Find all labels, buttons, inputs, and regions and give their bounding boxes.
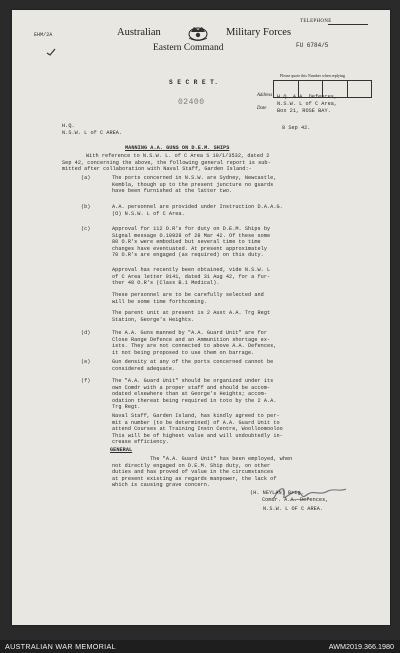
item-text-d: The A.A. Guns manned by "A.A. Guard Unit" are for Close Range Defence and an Ammunition shortage ex- ists. They are not connected to above A.A. Defences, it not being proposed to use them on barrage.: [112, 330, 277, 356]
pen-mark-icon: [46, 48, 56, 56]
address-line-2: N.S.W. L of C Area,: [277, 101, 338, 107]
intro-paragraph: With reference to N.S.W. L. of C Area S 10/1/3532, dated 2 Sep 42, concerning the above, the following general report is sub- mitted after collaboration with Naval Staff, Garden Island:-: [62, 153, 271, 173]
subject-heading: MANNING A.A. GUNS ON D.E.M. SHIPS: [125, 145, 230, 151]
footer-accession-number: AWM2019.366.1980: [328, 642, 394, 651]
org-name-left: Australian: [117, 27, 161, 38]
document-page: [12, 10, 390, 625]
stamp-number: 02400: [178, 98, 205, 107]
classification: S E C R E T.: [169, 79, 219, 86]
quote-instruction: Please quote this Number when replying: [280, 73, 345, 78]
address-label: Address: [257, 93, 273, 98]
footer-institution: AUSTRALIAN WAR MEMORIAL: [5, 642, 116, 651]
telephone-label: TELEPHONE: [300, 19, 332, 24]
signature-area: N.S.W. L OF C AREA.: [263, 506, 324, 512]
item-text-c: Approval for 112 O.R's for duty on D.E.M. Ships by Signal message O.10928 of 28 Mar 42. Of these some 80 O.R's were embodied but several time to time changes have eventuated. At present approximately 70 O.R's are engaged (as required) on this duty.: [112, 226, 271, 259]
item-marker-f: (f): [81, 378, 91, 384]
address-line-1: H.Q. A.A. Defences,: [277, 94, 338, 100]
signature-title: Comdr. A.A. Defences,: [262, 497, 329, 503]
item-text-e: Gun density at any of the ports concerned cannot be considered adequate.: [112, 359, 274, 372]
command-name: Eastern Command: [153, 43, 224, 53]
signature-name: (H. NEYLAN) Brig.: [250, 490, 304, 496]
archive-footer: [0, 640, 400, 653]
item-marker-c: (c): [81, 226, 91, 232]
letter-date: 8 Sep 42.: [282, 125, 311, 131]
recipient-line-1: H.Q.: [62, 123, 75, 129]
personnel-paragraph: These personnel are to be carefully selected and will be some time forthcoming.: [112, 292, 264, 305]
file-number: FU 6784/5: [296, 42, 329, 49]
telephone-line: [328, 24, 368, 25]
item-marker-e: (e): [81, 359, 91, 365]
crown-crest-icon: [184, 23, 212, 43]
item-text-f: The "A.A. Guard Unit" should be organized under its own Comdr with a proper staff and should be accom- odated elsewhere than at George's Heights; accom- odation thereat being required in toto by the 2 A.A. Trg Regt.: [112, 378, 277, 411]
approval-paragraph: Approval has recently been obtained, vide N.S.W. L of C Area letter 9141, dated 31 Aug 42, for a fur- ther 48 O.R's (Class B.1 Medical).: [112, 267, 271, 287]
item-marker-a: (a): [81, 175, 91, 181]
recipient-line-2: N.S.W. L of C AREA.: [62, 130, 123, 136]
parent-unit-paragraph: The parent unit at present is 2 Aust A.A. Trg Regt Station, George's Heights.: [112, 310, 271, 323]
address-line-3: Box 21, ROSE BAY.: [277, 108, 331, 114]
naval-staff-paragraph: Naval Staff, Garden Island, has kindly agreed to per- mit a number (to be determined) of A.A. Guard Unit to attend Courses at Training Instn Centre, Woolloomooloo This will be of highest value and will undoubtedly in- crease efficiency.: [112, 413, 283, 446]
org-name-right: Military Forces: [226, 27, 292, 38]
general-heading: GENERAL: [110, 447, 133, 453]
date-label: Date: [257, 106, 267, 111]
ref-code: EHM/2A: [34, 32, 53, 38]
item-text-a: The ports concerned in N.S.W. are Sydney, Newcastle, Kembla, though up to the present juncture no guards have been furnished at the latter two.: [112, 175, 277, 195]
item-marker-d: (d): [81, 330, 91, 336]
item-text-b: A.A. personnel are provided under Instruction D.A.A.G. (O) N.S.W. L of C Area.: [112, 204, 283, 217]
general-paragraph: The "A.A. Guard Unit" has been employed, when not directly engaged on D.E.M. Ship duty, on other duties and has proved of value in the circumstances at present existing as regards manpower, the lack of which is causing grave concern.: [112, 456, 293, 489]
item-marker-b: (b): [81, 204, 91, 210]
